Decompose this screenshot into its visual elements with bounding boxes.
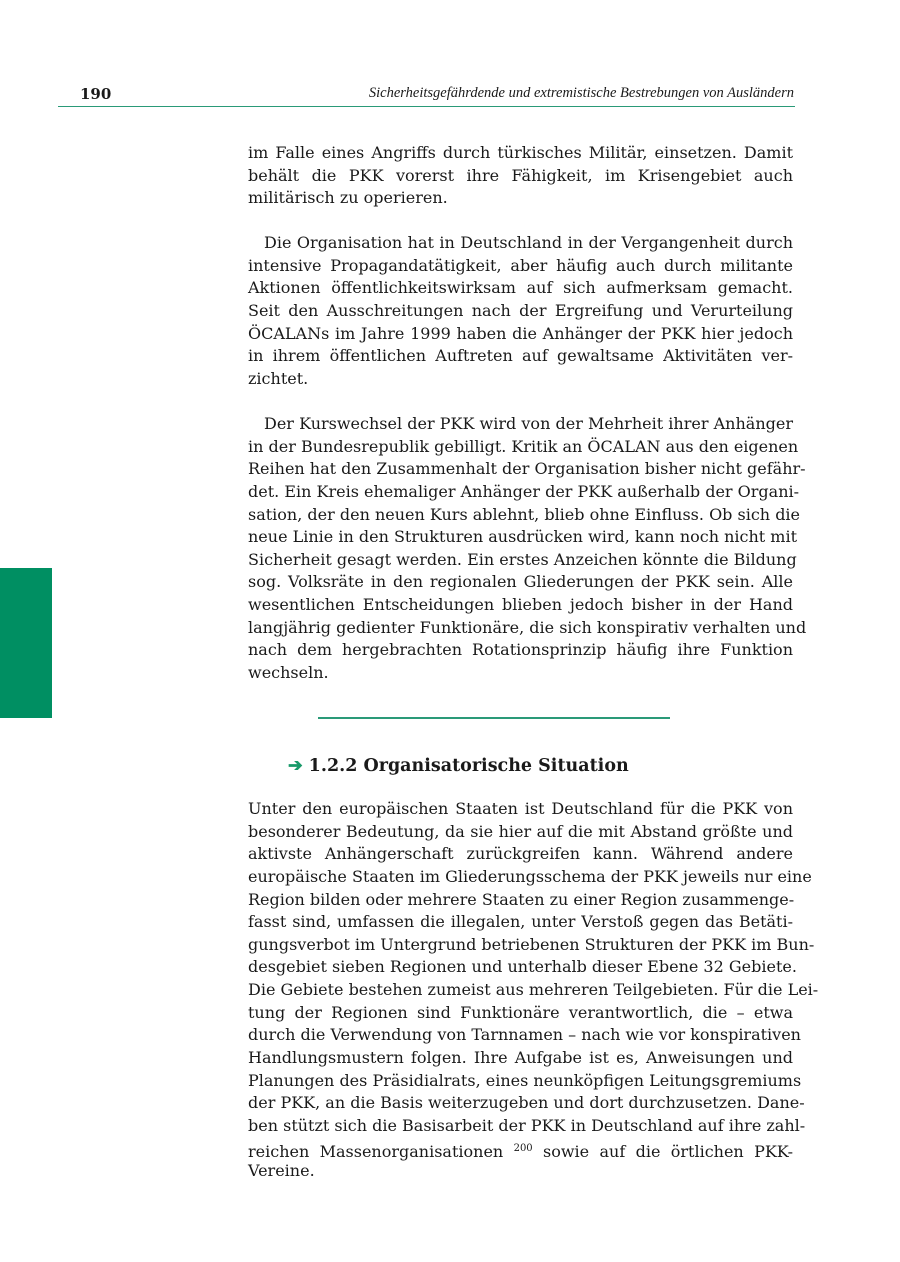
text-line: Die Gebiete bestehen zumeist aus mehreren Teilgebieten. Für die Lei- bbox=[248, 980, 819, 1000]
chapter-marker-tab bbox=[0, 568, 52, 718]
text-fragment: reichen Massenorganisationen bbox=[248, 1141, 504, 1161]
text-line: intensive Propagandatätigkeit, aber häufig auch durch militante bbox=[248, 255, 793, 275]
text-line: sog. Volksräte in den regionalen Gliederungen der PKK sein. Alle bbox=[248, 572, 793, 592]
text-line: Seit den Ausschreitungen nach der Ergreifung und Verurteilung bbox=[248, 300, 793, 320]
text-line: der PKK, an die Basis weiterzugeben und dort durchzusetzen. Dane- bbox=[248, 1093, 805, 1113]
paragraph-1 bbox=[248, 142, 793, 210]
text-fragment: sowie auf die örtlichen PKK- bbox=[543, 1141, 793, 1161]
text-line: aktivste Anhängerschaft zurückgreifen kann. Während andere bbox=[248, 844, 793, 864]
text-line: Aktionen öffentlichkeitswirksam auf sich aufmerksam gemacht. bbox=[248, 278, 793, 298]
text-line: nach dem hergebrachten Rotationsprinzip häufig ihre Funktion bbox=[248, 640, 793, 660]
text-line: militärisch zu operieren. bbox=[248, 188, 448, 208]
text-line: zichtet. bbox=[248, 368, 309, 388]
running-title: Sicherheitsgefährdende und extremistische Bestrebungen von Ausländern bbox=[368, 85, 794, 101]
text-line: fasst sind, umfassen die illegalen, unter Verstoß gegen das Betäti- bbox=[248, 912, 793, 932]
text-line: langjährig gedienter Funktionäre, die sich konspirativ verhalten und bbox=[248, 617, 807, 637]
text-line: Der Kurswechsel der PKK wird von der Mehrheit ihrer Anhänger bbox=[248, 414, 793, 433]
text-line: durch die Verwendung von Tarnnamen – nach wie vor konspirativen bbox=[248, 1025, 801, 1045]
text-line: desgebiet sieben Regionen und unterhalb dieser Ebene 32 Gebiete. bbox=[248, 957, 797, 977]
text-line: wechseln. bbox=[248, 663, 329, 683]
text-line: gungsverbot im Untergrund betriebenen Strukturen der PKK im Bun- bbox=[248, 934, 815, 954]
text-line: det. Ein Kreis ehemaliger Anhänger der PKK außerhalb der Organi- bbox=[248, 481, 800, 501]
page-number: 190 bbox=[80, 85, 112, 103]
text-line: im Falle eines Angriffs durch türkisches Militär, einsetzen. Damit bbox=[248, 143, 793, 162]
text-line: Handlungsmustern folgen. Ihre Aufgabe ist es, Anweisungen und bbox=[248, 1048, 793, 1068]
arrow-right-icon: ➔ bbox=[288, 756, 303, 776]
text-line bbox=[248, 1138, 793, 1161]
text-line: europäische Staaten im Gliederungsschema der PKK jeweils nur eine bbox=[248, 866, 812, 886]
text-line: besonderer Bedeutung, da sie hier auf die mit Abstand größte und bbox=[248, 821, 793, 841]
text-line: Unter den europäischen Staaten ist Deutschland für die PKK von bbox=[248, 799, 793, 818]
text-line: ÖCALANs im Jahre 1999 haben die Anhänger der PKK hier jedoch bbox=[248, 323, 793, 343]
text-line: behält die PKK vorerst ihre Fähigkeit, im Krisengebiet auch bbox=[248, 165, 793, 185]
text-line: sation, der den neuen Kurs ablehnt, blieb ohne Einfluss. Ob sich die bbox=[248, 504, 801, 524]
section-title: 1.2.2 Organisatorische Situation bbox=[308, 756, 629, 776]
paragraph-3 bbox=[248, 413, 807, 685]
text-line: in der Bundesrepublik gebilligt. Kritik an ÖCALAN aus den eigenen bbox=[248, 436, 799, 456]
text-line: Vereine. bbox=[248, 1161, 315, 1181]
text-line: Sicherheit gesagt werden. Ein erstes Anzeichen könnte die Bildung bbox=[248, 549, 797, 569]
section-divider bbox=[318, 717, 670, 719]
text-line: Die Organisation hat in Deutschland in der Vergangenheit durch bbox=[248, 233, 793, 252]
text-line: tung der Regionen sind Funktionäre verantwortlich, die – etwa bbox=[248, 1002, 793, 1022]
paragraph-4 bbox=[248, 798, 819, 1183]
text-line: Reihen hat den Zusammenhalt der Organisation bisher nicht gefähr- bbox=[248, 459, 806, 479]
header-rule bbox=[58, 106, 795, 107]
text-line: neue Linie in den Strukturen ausdrücken wird, kann noch nicht mit bbox=[248, 527, 798, 547]
paragraph-2 bbox=[248, 232, 793, 390]
footnote-ref[interactable]: 200 bbox=[513, 1142, 533, 1154]
text-line: in ihrem öffentlichen Auftreten auf gewaltsame Aktivitäten ver- bbox=[248, 346, 793, 366]
section-heading bbox=[288, 756, 629, 776]
text-line: Planungen des Präsidialrats, eines neunköpfigen Leitungsgremiums bbox=[248, 1070, 802, 1090]
text-line: wesentlichen Entscheidungen blieben jedoch bisher in der Hand bbox=[248, 595, 793, 615]
text-line: ben stützt sich die Basisarbeit der PKK in Deutschland auf ihre zahl- bbox=[248, 1115, 806, 1135]
text-line: Region bilden oder mehrere Staaten zu einer Region zusammenge- bbox=[248, 889, 795, 909]
